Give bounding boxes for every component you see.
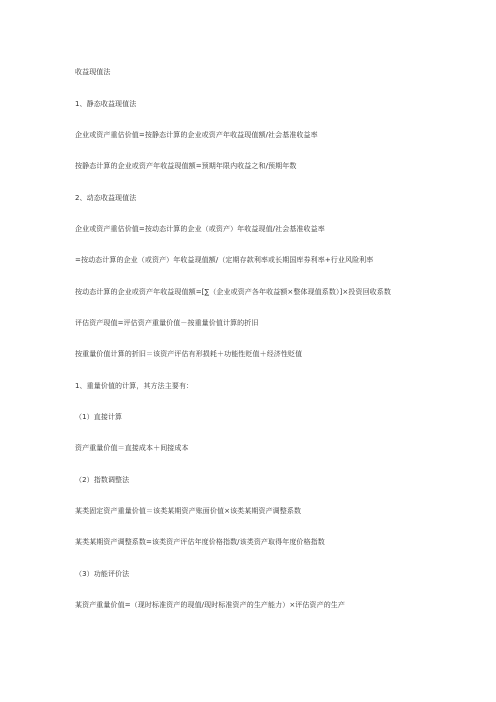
formula-line: 评估资产现值=评估资产重量价值－按重量价值计算的折旧 — [75, 319, 259, 327]
formula-line: 某资产重量价值=（现时标准资产的现值/现时标准资产的生产能力）×评估资产的生产 — [75, 601, 345, 609]
method-heading: （2）指数调整法 — [75, 476, 130, 484]
formula-line: 按重量价值计算的折旧＝该资产评估有形损耗＋功能性贬值＋经济性贬值 — [75, 350, 303, 358]
formula-line: 企业或资产重估价值=按动态计算的企业（或资产）年收益现值/社会基准收益率 — [75, 225, 325, 233]
method-heading: （3）功能评价法 — [75, 570, 130, 578]
formula-line: 资产重量价值＝直接成本＋间接成本 — [75, 444, 189, 452]
formula-line: 按静态计算的企业或资产年收益现值额=预期年限内收益之和/预期年数 — [75, 162, 297, 170]
formula-line: 按动态计算的企业或资产年收益现值额=[∑（企业或资产各年收益额×整体现值系数）]×投资回收系数 — [75, 288, 391, 296]
section-title: 收益现值法 — [75, 68, 111, 76]
formula-line: 某类固定资产重量价值＝该类某期资产账面价值×该类某期资产调整系数 — [75, 507, 302, 515]
subsection-heading-static: 1、静态收益现值法 — [75, 100, 137, 108]
formula-line: 企业或资产重估价值=按静态计算的企业或资产年收益现值额/社会基准收益率 — [75, 131, 318, 139]
subsection-heading-dynamic: 2、动态收益现值法 — [75, 194, 137, 202]
formula-line: 某类某期资产调整系数=该类资产评估年度价格指数/该类资产取得年度价格指数 — [75, 538, 325, 546]
paragraph-line: 1、重量价值的计算，其方法主要有： — [75, 382, 194, 390]
method-heading: （1）直接计算 — [75, 413, 123, 421]
formula-line: =按动态计算的企业（或资产）年收益现值额/（定期存款利率或长期国库券利率+行业风险利率 — [75, 256, 374, 264]
